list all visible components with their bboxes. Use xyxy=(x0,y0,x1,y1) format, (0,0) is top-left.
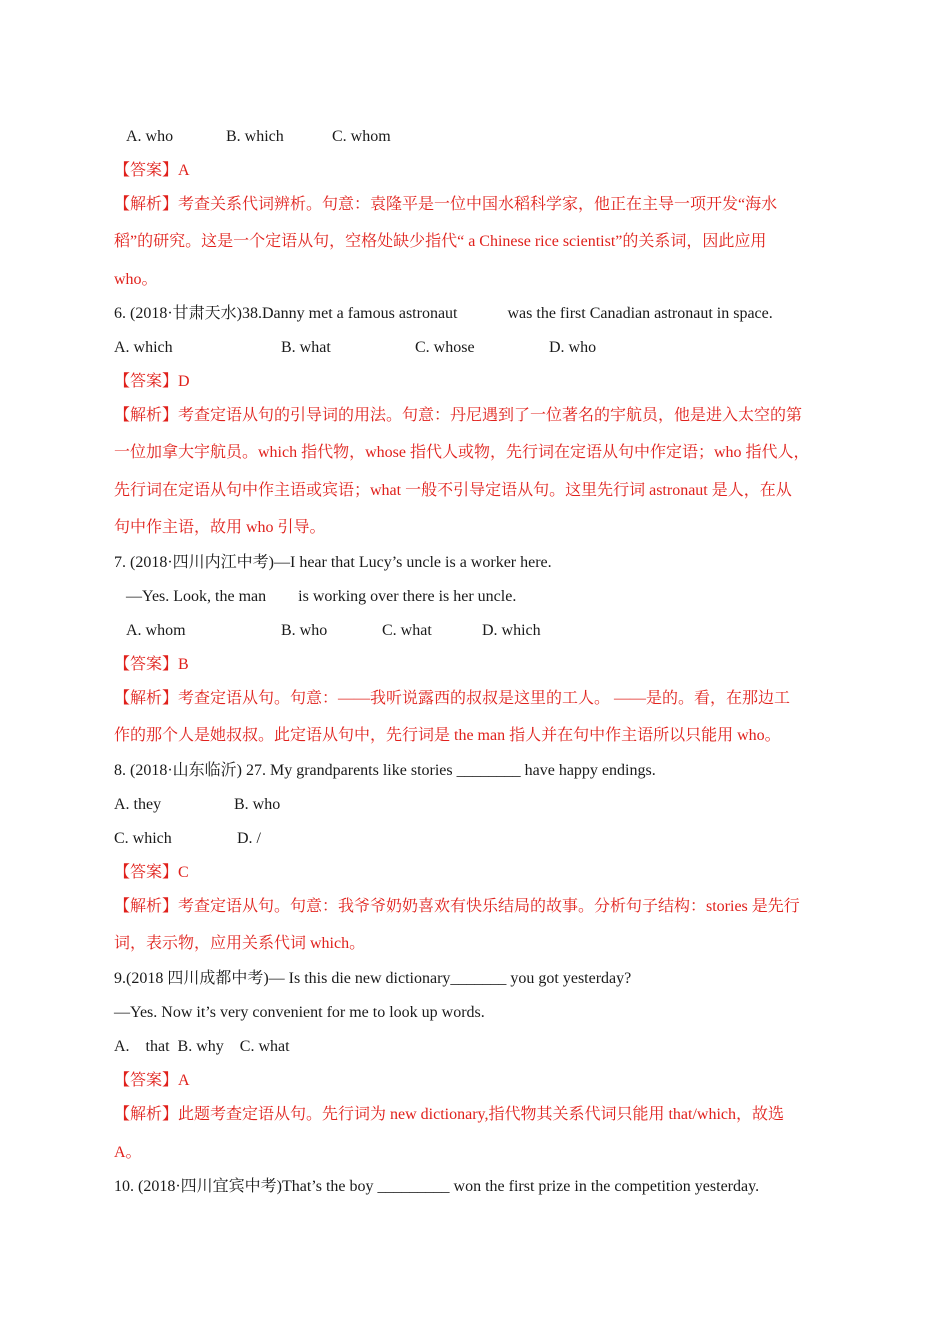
q6-analysis-line-2: 一位加拿大宇航员。which 指代物，whose 指代人或物，先行词在定语从句中作定语；who 指代人， xyxy=(114,444,810,461)
q8-answer: 【答案】C xyxy=(114,864,189,881)
q9-answer: 【答案】A xyxy=(114,1072,190,1089)
q5-option-c: C. whom xyxy=(332,128,391,145)
q6-options xyxy=(114,338,596,358)
q5-option-b: B. which xyxy=(226,128,284,145)
q5-analysis-line-3: who。 xyxy=(114,271,158,288)
q7-option-a: A. whom xyxy=(126,622,186,639)
q8-options-row-1 xyxy=(114,795,280,815)
q9-analysis-line-2: A。 xyxy=(114,1144,142,1161)
q5-analysis-line-2: 稻”的研究。这是一个定语从句，空格处缺少指代“ a Chinese rice scientist”的关系词，因此应用 xyxy=(114,233,767,250)
q7-analysis-line-1: 【解析】考查定语从句。句意：——我听说露西的叔叔是这里的工人。 ——是的。看，在那边工 xyxy=(114,690,791,707)
q6-stem-part-a: 6. (2018·甘肃天水)38.Danny met a famous astronaut xyxy=(114,305,458,322)
q8-option-d: D. / xyxy=(237,830,261,847)
q8-stem: 8. (2018·山东临沂) 27. My grandparents like stories ________ have happy endings. xyxy=(114,762,656,779)
q6-analysis-line-1: 【解析】考查定语从句的引导词的用法。句意：丹尼遇到了一位著名的宇航员，他是进入太空的第 xyxy=(114,407,803,424)
q7-reply-part-b: is working over there is her uncle. xyxy=(298,588,517,605)
q5-answer: 【答案】A xyxy=(114,162,190,179)
q8-option-a: A. they xyxy=(114,796,162,813)
q9-reply: —Yes. Now it’s very convenient for me to look up words. xyxy=(114,1004,485,1021)
q9-stem: 9.(2018 四川成都中考)— Is this die new dictionary_______ you got yesterday? xyxy=(114,970,632,987)
q10-stem: 10. (2018·四川宜宾中考)That’s the boy _________ won the first prize in the competition yesterday. xyxy=(114,1178,760,1195)
q6-answer: 【答案】D xyxy=(114,373,190,390)
q8-option-c: C. which xyxy=(114,830,172,847)
q7-option-d: D. which xyxy=(482,622,541,639)
q7-stem: 7. (2018·四川内江中考)—I hear that Lucy’s uncle is a worker here. xyxy=(114,554,552,571)
q6-stem-part-b: was the first Canadian astronaut in space. xyxy=(507,305,773,322)
q8-option-b: B. who xyxy=(234,796,281,813)
q8-analysis-line-2: 词，表示物，应用关系代词 which。 xyxy=(114,935,366,952)
q6-option-a: A. which xyxy=(114,339,173,356)
q6-stem xyxy=(114,304,773,324)
q6-analysis-line-4: 句中作主语，故用 who 引导。 xyxy=(114,519,326,536)
q7-options xyxy=(126,621,541,641)
q5-option-a: A. who xyxy=(126,128,174,145)
q7-reply xyxy=(126,587,516,607)
q7-analysis-line-2: 作的那个人是她叔叔。此定语从句中，先行词是 the man 指人并在句中作主语所以只能用 who。 xyxy=(114,727,781,744)
q6-option-d: D. who xyxy=(549,339,597,356)
q8-options-row-2 xyxy=(114,829,261,849)
q6-analysis-line-3: 先行词在定语从句中作主语或宾语；what 一般不引导定语从句。这里先行词 astronaut 是人，在从 xyxy=(114,482,792,499)
q6-option-c: C. whose xyxy=(415,339,475,356)
q5-analysis-line-1: 【解析】考查关系代词辨析。句意：袁隆平是一位中国水稻科学家，他正在主导一项开发“海水 xyxy=(114,196,778,213)
q7-reply-part-a: —Yes. Look, the man xyxy=(126,588,267,605)
q9-options: A. that B. why C. what xyxy=(114,1038,290,1055)
q7-option-c: C. what xyxy=(382,622,432,639)
q9-analysis-line-1: 【解析】此题考查定语从句。先行词为 new dictionary,指代物其关系代词只能用 that/which，故选 xyxy=(114,1106,785,1123)
q6-option-b: B. what xyxy=(281,339,331,356)
q5-options xyxy=(126,127,391,147)
q7-option-b: B. who xyxy=(281,622,328,639)
q8-analysis-line-1: 【解析】考查定语从句。句意：我爷爷奶奶喜欢有快乐结局的故事。分析句子结构：stories 是先行 xyxy=(114,898,800,915)
q7-answer: 【答案】B xyxy=(114,656,189,673)
